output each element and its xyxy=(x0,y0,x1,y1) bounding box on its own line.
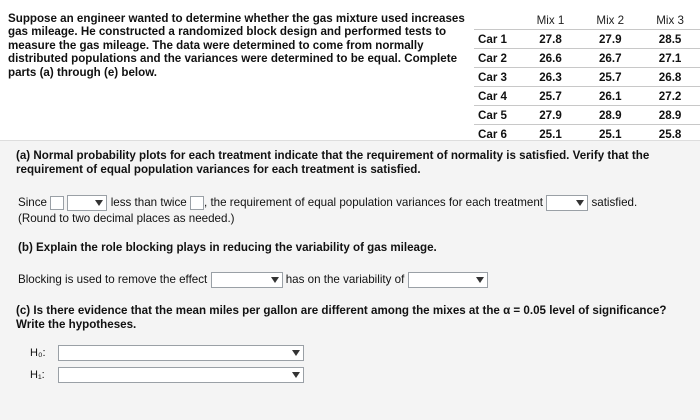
table-header-row xyxy=(474,11,700,30)
h1-dropdown[interactable] xyxy=(58,367,304,383)
satisfied-label: satisfied. xyxy=(591,196,638,210)
variability-dropdown[interactable] xyxy=(408,272,488,288)
table-cell: 27.2 xyxy=(640,87,700,106)
table-cell: 26.1 xyxy=(580,87,640,106)
table-header-mix2: Mix 2 xyxy=(596,13,625,27)
row-label: Car 1 xyxy=(474,30,521,49)
chevron-down-icon xyxy=(271,277,279,283)
table-cell: 27.8 xyxy=(521,30,581,49)
section-divider xyxy=(0,140,700,141)
chevron-down-icon xyxy=(576,200,584,206)
table-cell: 28.9 xyxy=(640,106,700,125)
variance-input-box[interactable] xyxy=(190,196,204,210)
chevron-down-icon xyxy=(292,350,300,356)
h0-label: H₀: xyxy=(30,347,46,359)
problem-header xyxy=(0,0,700,140)
part-a-answer-line xyxy=(18,195,637,211)
table-cell: 26.8 xyxy=(640,68,700,87)
ratio-input-box[interactable] xyxy=(50,196,64,210)
problem-statement: Suppose an engineer wanted to determine whether the gas mixture used increases gas mileage. He constructed a randomized block design and performed tests to measure the gas mileage. The data were determined to come from normally distributed populations and the variances were determined to be equal. Complete parts (a) through (e) below. xyxy=(8,12,465,79)
requirement-label: , the requirement of equal population variances for each treatment xyxy=(204,196,543,210)
table-cell: 25.1 xyxy=(580,125,640,144)
blocking-label: Blocking is used to remove the effect xyxy=(18,273,208,287)
row-label: Car 6 xyxy=(474,125,521,144)
chevron-down-icon xyxy=(292,372,300,378)
part-c-question: (c) Is there evidence that the mean miles per gallon are different among the mixes at the α = 0.05 level of significance? Write the hypotheses. xyxy=(16,304,667,331)
table-cell: 26.7 xyxy=(580,49,640,68)
part-a-question: (a) Normal probability plots for each treatment indicate that the requirement of normality is satisfied. Verify that the requirement of equal population variances for each treatment is satisfied. xyxy=(16,149,650,176)
row-label: Car 5 xyxy=(474,106,521,125)
less-than-twice-label: less than twice xyxy=(110,196,187,210)
data-table xyxy=(474,11,700,143)
table-header-blank xyxy=(474,11,521,30)
chevron-down-icon xyxy=(95,200,103,206)
satisfied-dropdown[interactable] xyxy=(546,195,588,211)
table-row xyxy=(474,30,700,49)
row-label: Car 2 xyxy=(474,49,521,68)
table-row xyxy=(474,106,700,125)
table-cell: 25.7 xyxy=(580,68,640,87)
part-b-answer-line xyxy=(18,272,488,288)
table-cell: 27.9 xyxy=(580,30,640,49)
h0-dropdown[interactable] xyxy=(58,345,304,361)
table-cell: 25.8 xyxy=(640,125,700,144)
table-cell: 26.3 xyxy=(521,68,581,87)
table-row xyxy=(474,68,700,87)
since-label: Since xyxy=(18,196,48,210)
table-cell: 27.1 xyxy=(640,49,700,68)
table-cell: 27.9 xyxy=(521,106,581,125)
table-cell: 25.1 xyxy=(521,125,581,144)
table-cell: 26.6 xyxy=(521,49,581,68)
chevron-down-icon xyxy=(476,277,484,283)
has-on-label: has on the variability of xyxy=(285,273,405,287)
table-cell: 28.9 xyxy=(580,106,640,125)
round-note: (Round to two decimal places as needed.) xyxy=(18,212,235,225)
table-row xyxy=(474,49,700,68)
comparison-dropdown[interactable] xyxy=(67,195,107,211)
table-cell: 28.5 xyxy=(640,30,700,49)
part-b-question: (b) Explain the role blocking plays in reducing the variability of gas mileage. xyxy=(18,241,437,254)
effect-dropdown[interactable] xyxy=(211,272,283,288)
table-row xyxy=(474,87,700,106)
row-label: Car 4 xyxy=(474,87,521,106)
h1-label: H₁: xyxy=(30,369,45,381)
table-header-mix1: Mix 1 xyxy=(536,13,565,27)
table-cell: 25.7 xyxy=(521,87,581,106)
row-label: Car 3 xyxy=(474,68,521,87)
table-header-mix3: Mix 3 xyxy=(656,13,684,27)
